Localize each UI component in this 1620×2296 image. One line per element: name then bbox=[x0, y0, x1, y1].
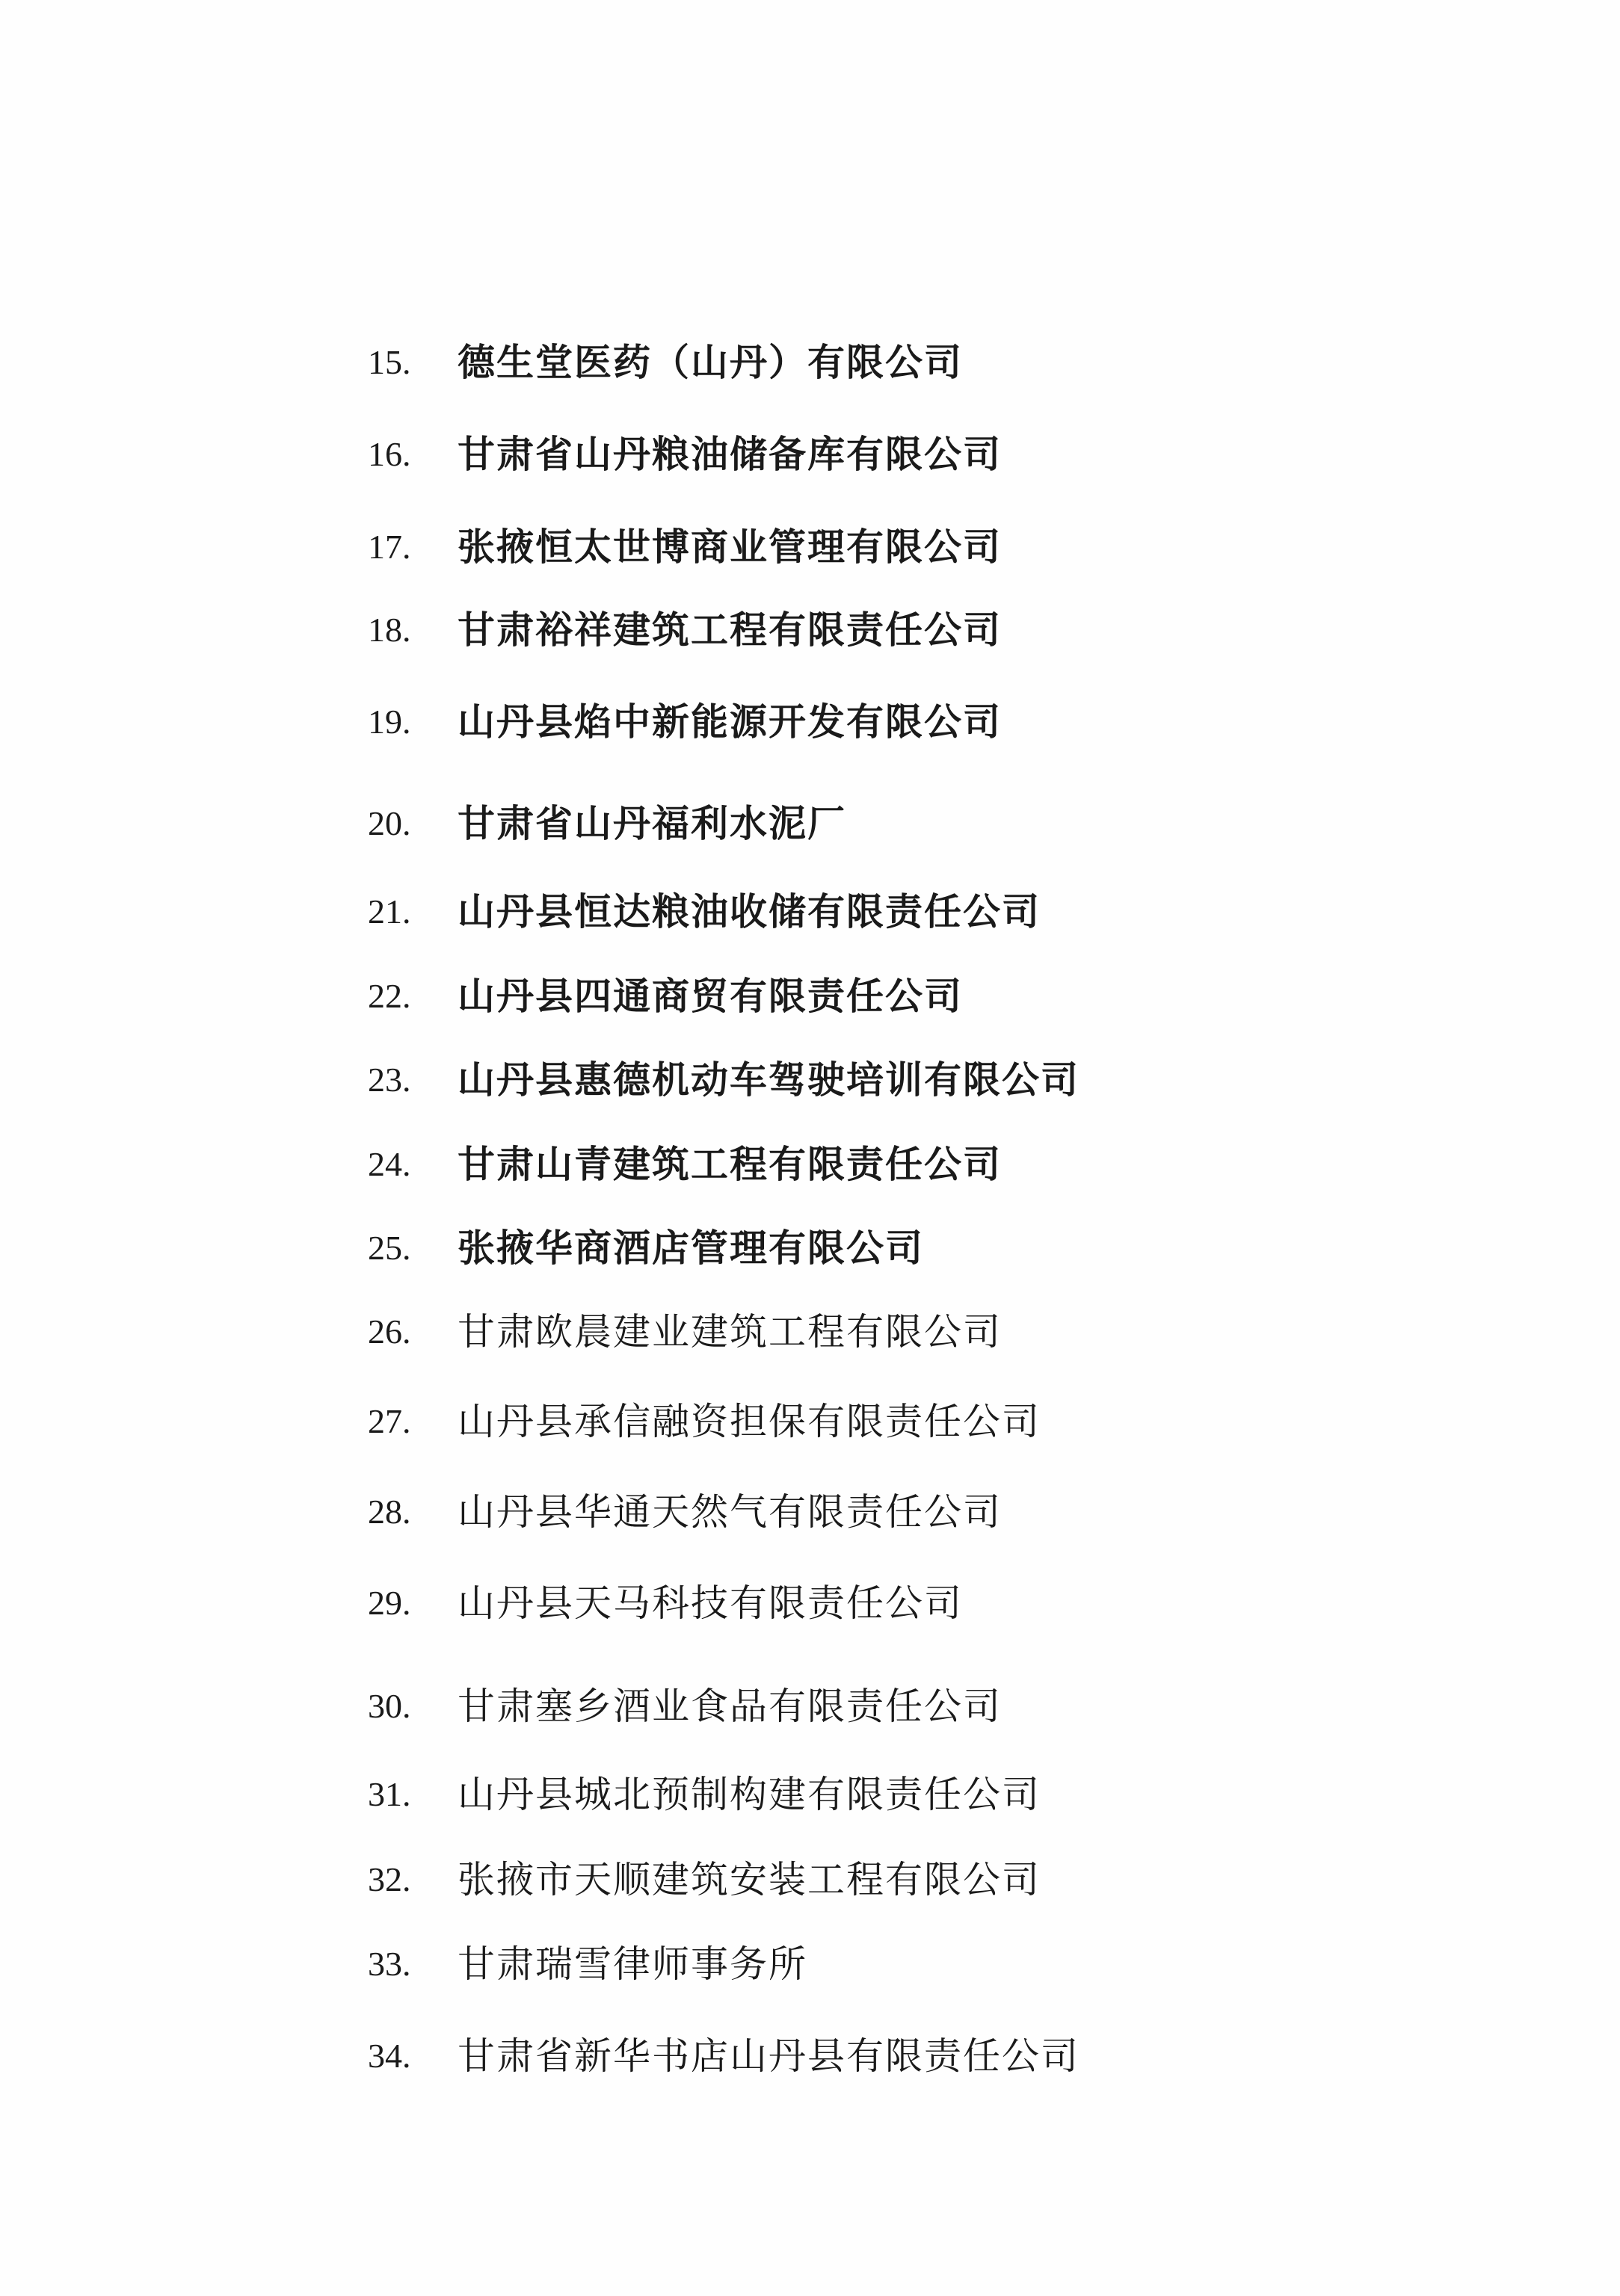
company-name: 甘肃裕祥建筑工程有限责任公司 bbox=[458, 608, 1002, 652]
list-item bbox=[0, 1218, 1620, 1278]
company-name: 甘肃山青建筑工程有限责任公司 bbox=[458, 1143, 1002, 1186]
company-name: 山丹县四通商贸有限责任公司 bbox=[458, 975, 963, 1018]
item-number: 16. bbox=[368, 435, 411, 473]
item-number: 19. bbox=[368, 703, 411, 741]
company-name: 山丹县城北预制构建有限责任公司 bbox=[458, 1773, 1041, 1816]
list-item bbox=[0, 1676, 1620, 1736]
item-number: 23. bbox=[368, 1061, 411, 1099]
company-name: 甘肃省山丹粮油储备库有限公司 bbox=[458, 433, 1002, 476]
list-item bbox=[0, 692, 1620, 752]
company-name: 张掖恒太世博商业管理有限公司 bbox=[458, 525, 1002, 569]
item-number: 27. bbox=[368, 1402, 411, 1440]
list-item bbox=[0, 1050, 1620, 1110]
company-name: 山丹县惠德机动车驾驶培训有限公司 bbox=[458, 1058, 1080, 1102]
company-name: 德生堂医药（山丹）有限公司 bbox=[458, 341, 963, 384]
list-item bbox=[0, 1482, 1620, 1542]
list-item bbox=[0, 1135, 1620, 1194]
list-item bbox=[0, 1392, 1620, 1451]
company-name: 山丹县承信融资担保有限责任公司 bbox=[458, 1400, 1041, 1443]
list-item bbox=[0, 794, 1620, 854]
item-number: 33. bbox=[368, 1945, 411, 1983]
company-name: 甘肃欧晨建业建筑工程有限公司 bbox=[458, 1310, 1002, 1354]
item-number: 28. bbox=[368, 1493, 411, 1531]
company-name: 甘肃瑞雪律师事务所 bbox=[458, 1942, 807, 1986]
company-name: 甘肃省新华书店山丹县有限责任公司 bbox=[458, 2034, 1080, 2078]
item-number: 18. bbox=[368, 611, 411, 649]
item-number: 31. bbox=[368, 1775, 411, 1813]
item-number: 22. bbox=[368, 977, 411, 1015]
item-number: 24. bbox=[368, 1145, 411, 1183]
item-number: 32. bbox=[368, 1860, 411, 1898]
list-item bbox=[0, 333, 1620, 392]
list-item bbox=[0, 1573, 1620, 1633]
item-number: 29. bbox=[368, 1584, 411, 1622]
item-number: 20. bbox=[368, 804, 411, 842]
item-number: 30. bbox=[368, 1687, 411, 1725]
company-name: 山丹县华通天然气有限责任公司 bbox=[458, 1490, 1002, 1534]
item-number: 21. bbox=[368, 892, 411, 931]
company-name: 张掖华商酒店管理有限公司 bbox=[458, 1226, 924, 1270]
company-name: 山丹县天马科技有限责任公司 bbox=[458, 1581, 963, 1625]
list-item bbox=[0, 882, 1620, 942]
item-number: 26. bbox=[368, 1312, 411, 1351]
company-name: 甘肃省山丹福利水泥厂 bbox=[458, 802, 846, 845]
list-item bbox=[0, 1302, 1620, 1362]
item-number: 15. bbox=[368, 343, 411, 381]
list-item bbox=[0, 517, 1620, 577]
item-number: 34. bbox=[368, 2037, 411, 2075]
company-name: 张掖市天顺建筑安装工程有限公司 bbox=[458, 1858, 1041, 1901]
item-number: 17. bbox=[368, 528, 411, 566]
list-item bbox=[0, 1934, 1620, 1994]
list-item bbox=[0, 600, 1620, 660]
company-name: 甘肃塞乡酒业食品有限责任公司 bbox=[458, 1685, 1002, 1728]
list-item bbox=[0, 2026, 1620, 2086]
item-number: 25. bbox=[368, 1229, 411, 1267]
list-item bbox=[0, 425, 1620, 484]
list-item bbox=[0, 1850, 1620, 1910]
company-name: 山丹县恒达粮油收储有限责任公司 bbox=[458, 890, 1041, 933]
company-name: 山丹县焰中新能源开发有限公司 bbox=[458, 700, 1002, 744]
list-item bbox=[0, 966, 1620, 1026]
list-item bbox=[0, 1765, 1620, 1824]
